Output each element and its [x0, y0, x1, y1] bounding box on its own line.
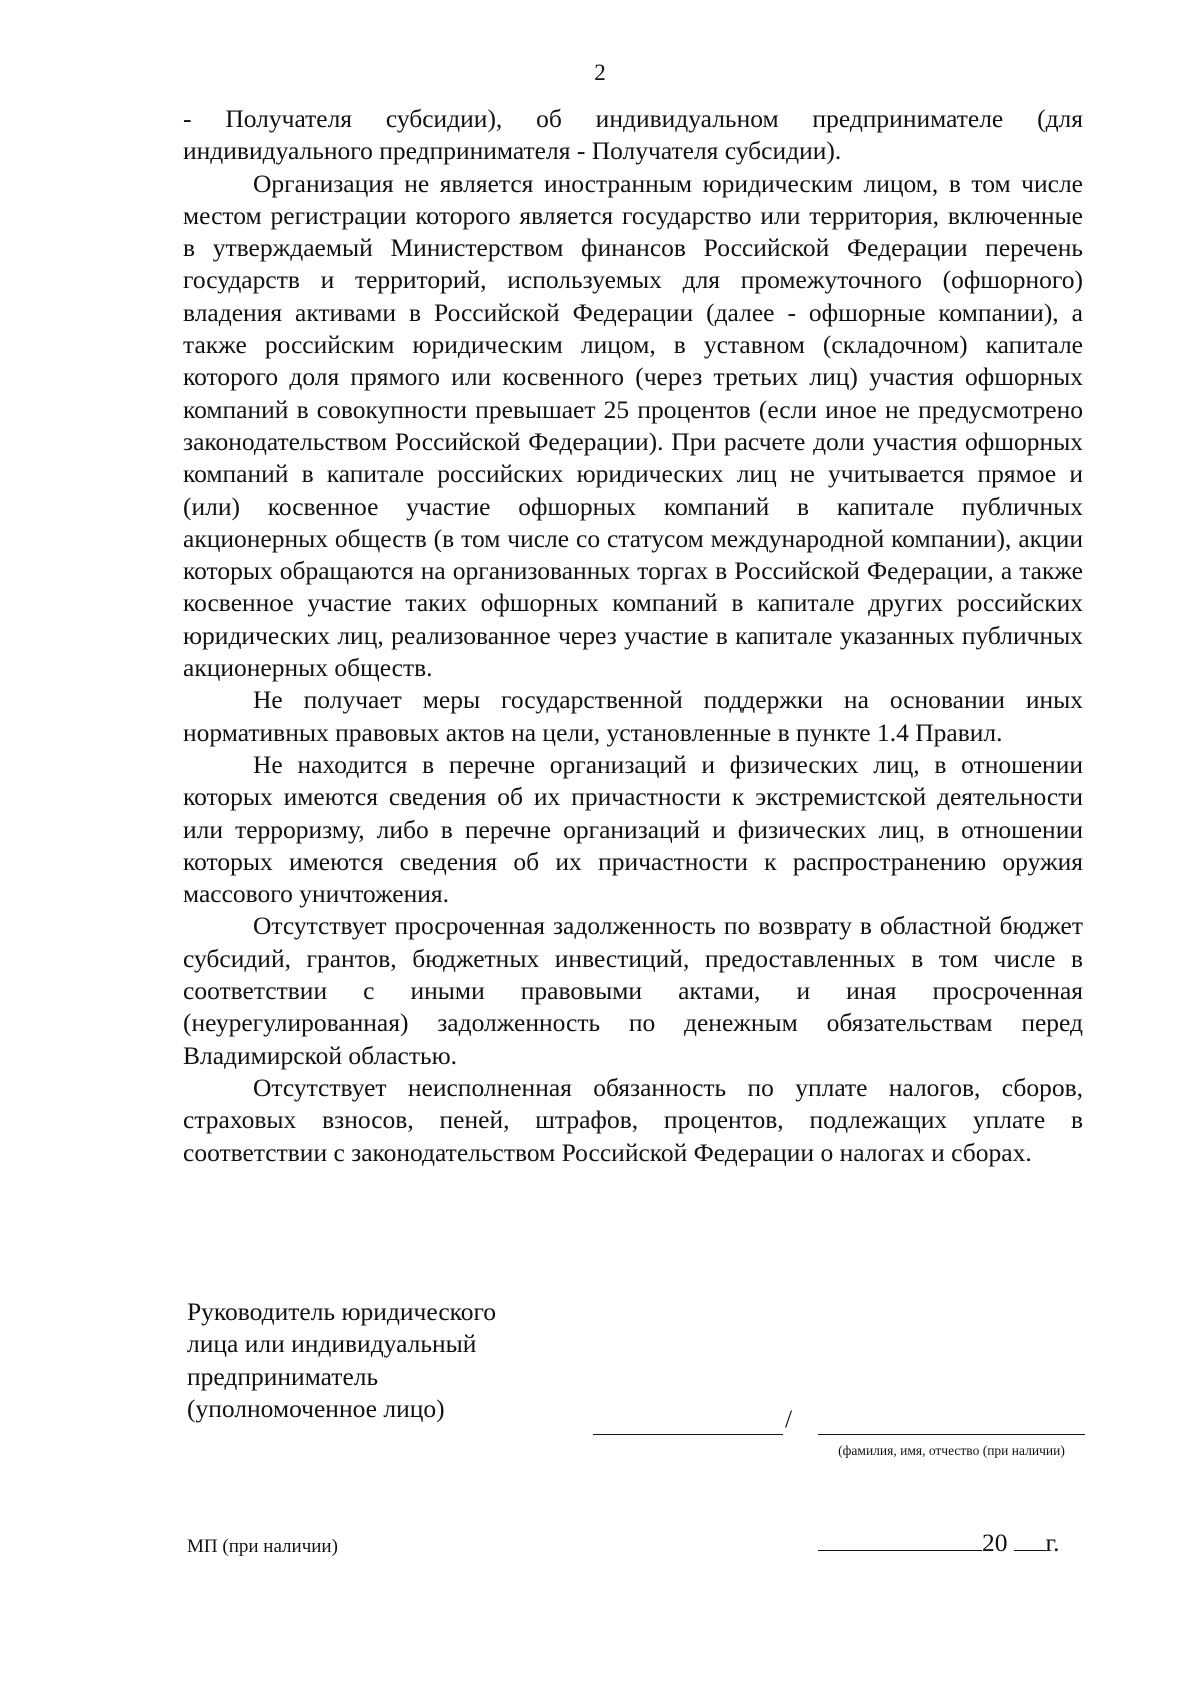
paragraph-1: - Получателя субсидии), об индивидуальном предпринимателе (для индивидуального предпринимателя - Получателя субсидии).	[183, 104, 1083, 166]
paragraph-5: Отсутствует просроченная задолженность по возврату в областной бюджет субсидий, грантов, бюджетных инвестиций, предоставленных в том числе в соответствии с иными правовыми актами, и иная просроченная (неурегулированная) задолженность по денежным обязательствам перед Владимирской областью.	[183, 911, 1083, 1070]
stamp-label: МП (при наличии)	[187, 1536, 338, 1557]
full-name-caption: (фамилия, имя, отчество (при наличии)	[838, 1443, 1065, 1458]
page-number: 2	[594, 60, 606, 85]
date-line	[818, 1526, 1059, 1558]
paragraph-3: Не получает меры государственной поддержки на основании иных нормативных правовых актов на цели, установленные в пункте 1.4 Правил.	[183, 685, 1083, 747]
paragraph-2: Организация не является иностранным юридическим лицом, в том числе местом регистрации которого является государство или территория, включенные в утверждаемый Министерством финансов Российской Федерации перечень государств и территорий, используемых для промежуточного (офшорного) владения активами в Российской Федерации (далее - офшорные компании), а также российским юридическим лицом, в уставном (складочном) капитале которого доля прямого или косвенного (через третьих лиц) участия офшорных компаний в совокупности превышает 25 процентов (если иное не предусмотрено законодательством Российской Федерации). При расчете доли участия офшорных компаний в капитале российских юридических лиц не учитывается прямое и (или) косвенное участие офшорных компаний в капитале публичных акционерных обществ (в том числе со статусом международной компании), акции которых обращаются на организованных торгах в Российской Федерации, а также косвенное участие таких офшорных компаний в капитале других российских юридических лиц, реализованное через участие в капитале указанных публичных акционерных обществ.	[183, 168, 1083, 683]
signatory-label	[187, 1296, 587, 1425]
paragraph-6: Отсутствует неисполненная обязанность по уплате налогов, сборов, страховых взносов, пеней, штрафов, процентов, подлежащих уплате в соответствии с законодательством Российской Федерации о налогах и сборах.	[183, 1072, 1083, 1167]
signature-field-line[interactable]	[593, 1434, 783, 1435]
date-year-suffix: г.	[1045, 1528, 1060, 1557]
signatory-line-4: (уполномоченное лицо)	[187, 1393, 445, 1423]
signatory-line-2: лица или индивидуальный	[187, 1329, 477, 1359]
full-name-field-line[interactable]	[818, 1434, 1085, 1435]
document-body	[183, 103, 1083, 1169]
signature-separator: /	[785, 1404, 793, 1433]
signatory-line-3: предприниматель	[187, 1361, 379, 1391]
date-year-blank[interactable]	[1014, 1526, 1046, 1551]
date-century: 20	[982, 1528, 1008, 1557]
signatory-line-1: Руководитель юридического	[187, 1297, 497, 1326]
paragraph-4: Не находится в перечне организаций и физических лиц, в отношении которых имеются сведения об их причастности к экстремистской деятельности или терроризму, либо в перечне организаций и физических лиц, в отношении которых имеются сведения об их причастности к распространению оружия массового уничтожения.	[183, 749, 1083, 909]
date-day-month-blank[interactable]	[818, 1526, 982, 1551]
